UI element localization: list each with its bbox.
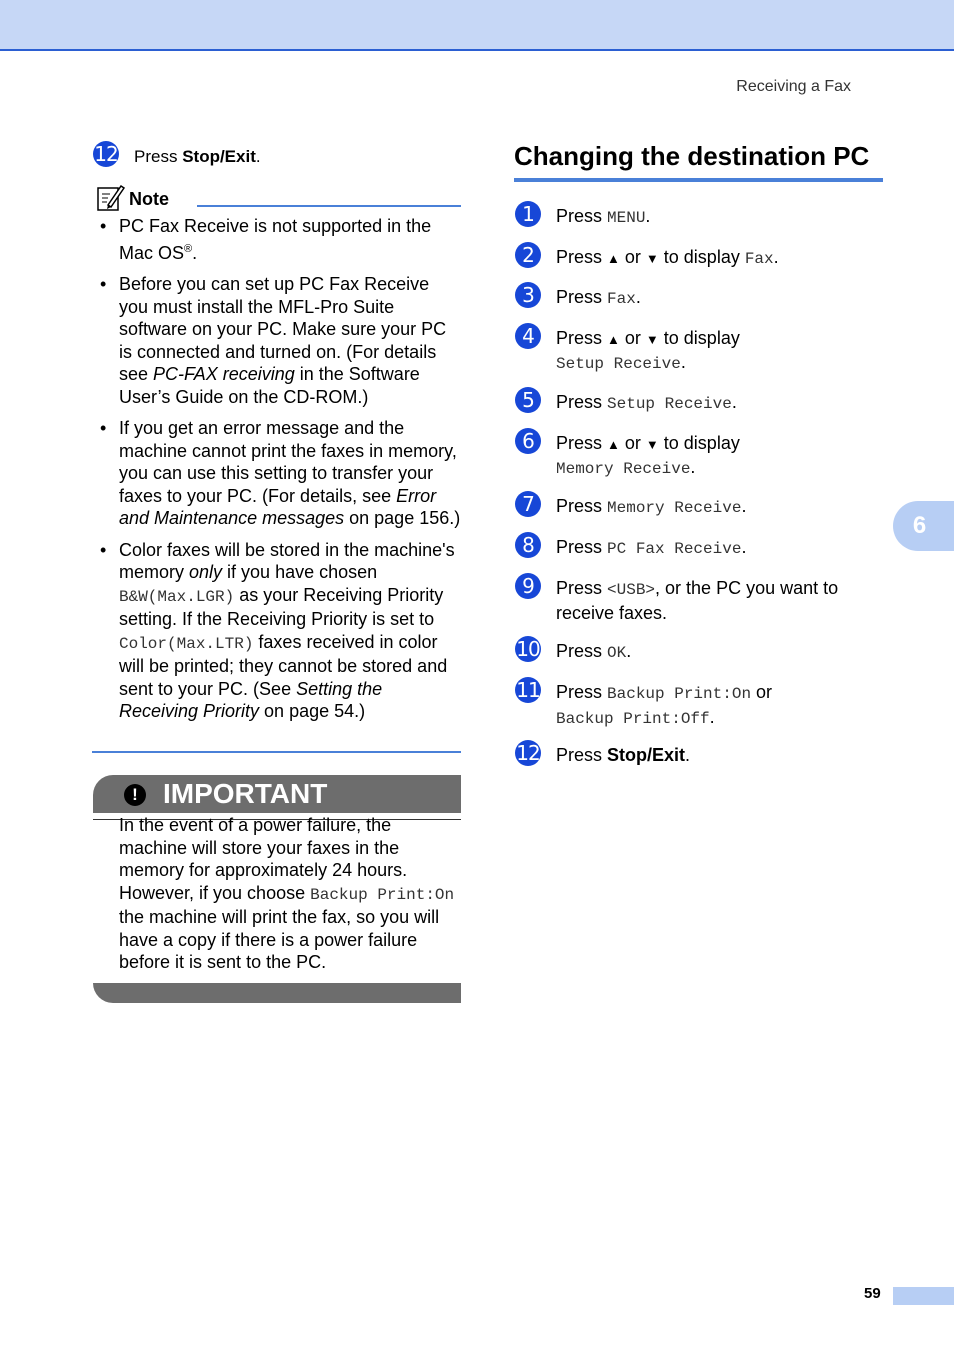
step-badge-4: 4 xyxy=(515,323,541,349)
important-title: IMPORTANT xyxy=(163,778,328,809)
warning-icon: ! xyxy=(124,784,146,806)
important-footer-bar xyxy=(93,983,461,1003)
down-arrow-icon: ▼ xyxy=(645,437,659,452)
note-divider xyxy=(197,205,461,207)
step-badge-12-right: 12 xyxy=(516,741,540,765)
running-header: Receiving a Fax xyxy=(736,78,851,95)
note-bottom-divider xyxy=(92,751,461,753)
note-list xyxy=(100,215,462,732)
step-badge-6: 6 xyxy=(515,428,541,454)
page-number-bar xyxy=(893,1287,954,1305)
step-badge-5: 5 xyxy=(515,387,541,413)
step-badge-10: 10 xyxy=(516,637,540,661)
page-number: 59 xyxy=(864,1285,881,1302)
step-12-text: Press Stop/Exit. xyxy=(134,147,261,166)
section-title-underline xyxy=(514,178,883,182)
step-8-text: Press PC Fax Receive. xyxy=(556,537,747,558)
down-arrow-icon: ▼ xyxy=(645,251,659,266)
step-2-text: Press ▲ or ▼ to display Fax. xyxy=(556,247,779,268)
step-1-text: Press MENU. xyxy=(556,206,651,227)
important-text: In the event of a power failure, the machine will store your faxes in the memory for approximately 24 hours. However, if you choose Backup Print:On the machine will print the fax, so you will have a copy if there is a power failure before it is sent to the PC. xyxy=(119,815,455,972)
section-title: Changing the destination PC xyxy=(514,141,870,171)
step-badge-3: 3 xyxy=(515,282,541,308)
step-badge-8: 8 xyxy=(515,532,541,558)
up-arrow-icon: ▲ xyxy=(607,251,620,266)
note-bullet-2: • Before you can set up PC Fax Receive you must install the MFL-Pro Suite software on your PC. Make sure your PC is connected and turned on. (For details see PC-FAX receiving in the Software User’s Guide on the CD-ROM.) xyxy=(100,274,447,407)
step-4-text: Press ▲ or ▼ to display Setup Receive. xyxy=(556,328,740,373)
note-icon xyxy=(96,183,126,213)
step-9-text: Press <USB>, or the PC you want to receive faxes. xyxy=(556,578,839,623)
up-arrow-icon: ▲ xyxy=(607,437,620,452)
step-badge-1: 1 xyxy=(515,201,541,227)
step-11-text: Press Backup Print:On or Backup Print:Off. xyxy=(556,682,773,728)
note-label: Note xyxy=(129,189,169,209)
note-bullet-4: • Color faxes will be stored in the machine's memory only if you have chosen B&W(Max.LGR) as your Receiving Priority setting. If the Receiving Priority is set to Color(Max.LTR) faxes received in color will be printed; they cannot be stored and sent to your PC. (See Setting the Receiving Priority on page 54.) xyxy=(100,539,455,721)
step-badge-12: 12 xyxy=(94,142,118,166)
note-bullet-1: • PC Fax Receive is not supported in the Mac OS®. xyxy=(100,216,432,263)
step-badge-9: 9 xyxy=(515,573,541,599)
up-arrow-icon: ▲ xyxy=(607,332,620,347)
chapter-tab-number: 6 xyxy=(912,512,927,539)
step-12-right-text: Press Stop/Exit. xyxy=(556,745,691,765)
step-6-text: Press ▲ or ▼ to display Memory Receive. xyxy=(556,433,740,478)
step-badge-11: 11 xyxy=(516,678,540,702)
step-10-text: Press OK. xyxy=(556,641,632,662)
step-7-text: Press Memory Receive. xyxy=(556,496,747,517)
step-5-text: Press Setup Receive. xyxy=(556,392,737,413)
top-banner xyxy=(0,0,954,51)
step-badge-2: 2 xyxy=(515,242,541,268)
note-bullet-3: • If you get an error message and the machine cannot print the faxes in memory, you can use this setting to transfer your faxes to your PC. (For details, see Error and Maintenance messages on page 156.) xyxy=(100,418,461,528)
step-3-text: Press Fax. xyxy=(556,287,641,308)
down-arrow-icon: ▼ xyxy=(645,332,659,347)
chapter-tab[interactable] xyxy=(893,501,954,551)
step-badge-7: 7 xyxy=(515,491,541,517)
